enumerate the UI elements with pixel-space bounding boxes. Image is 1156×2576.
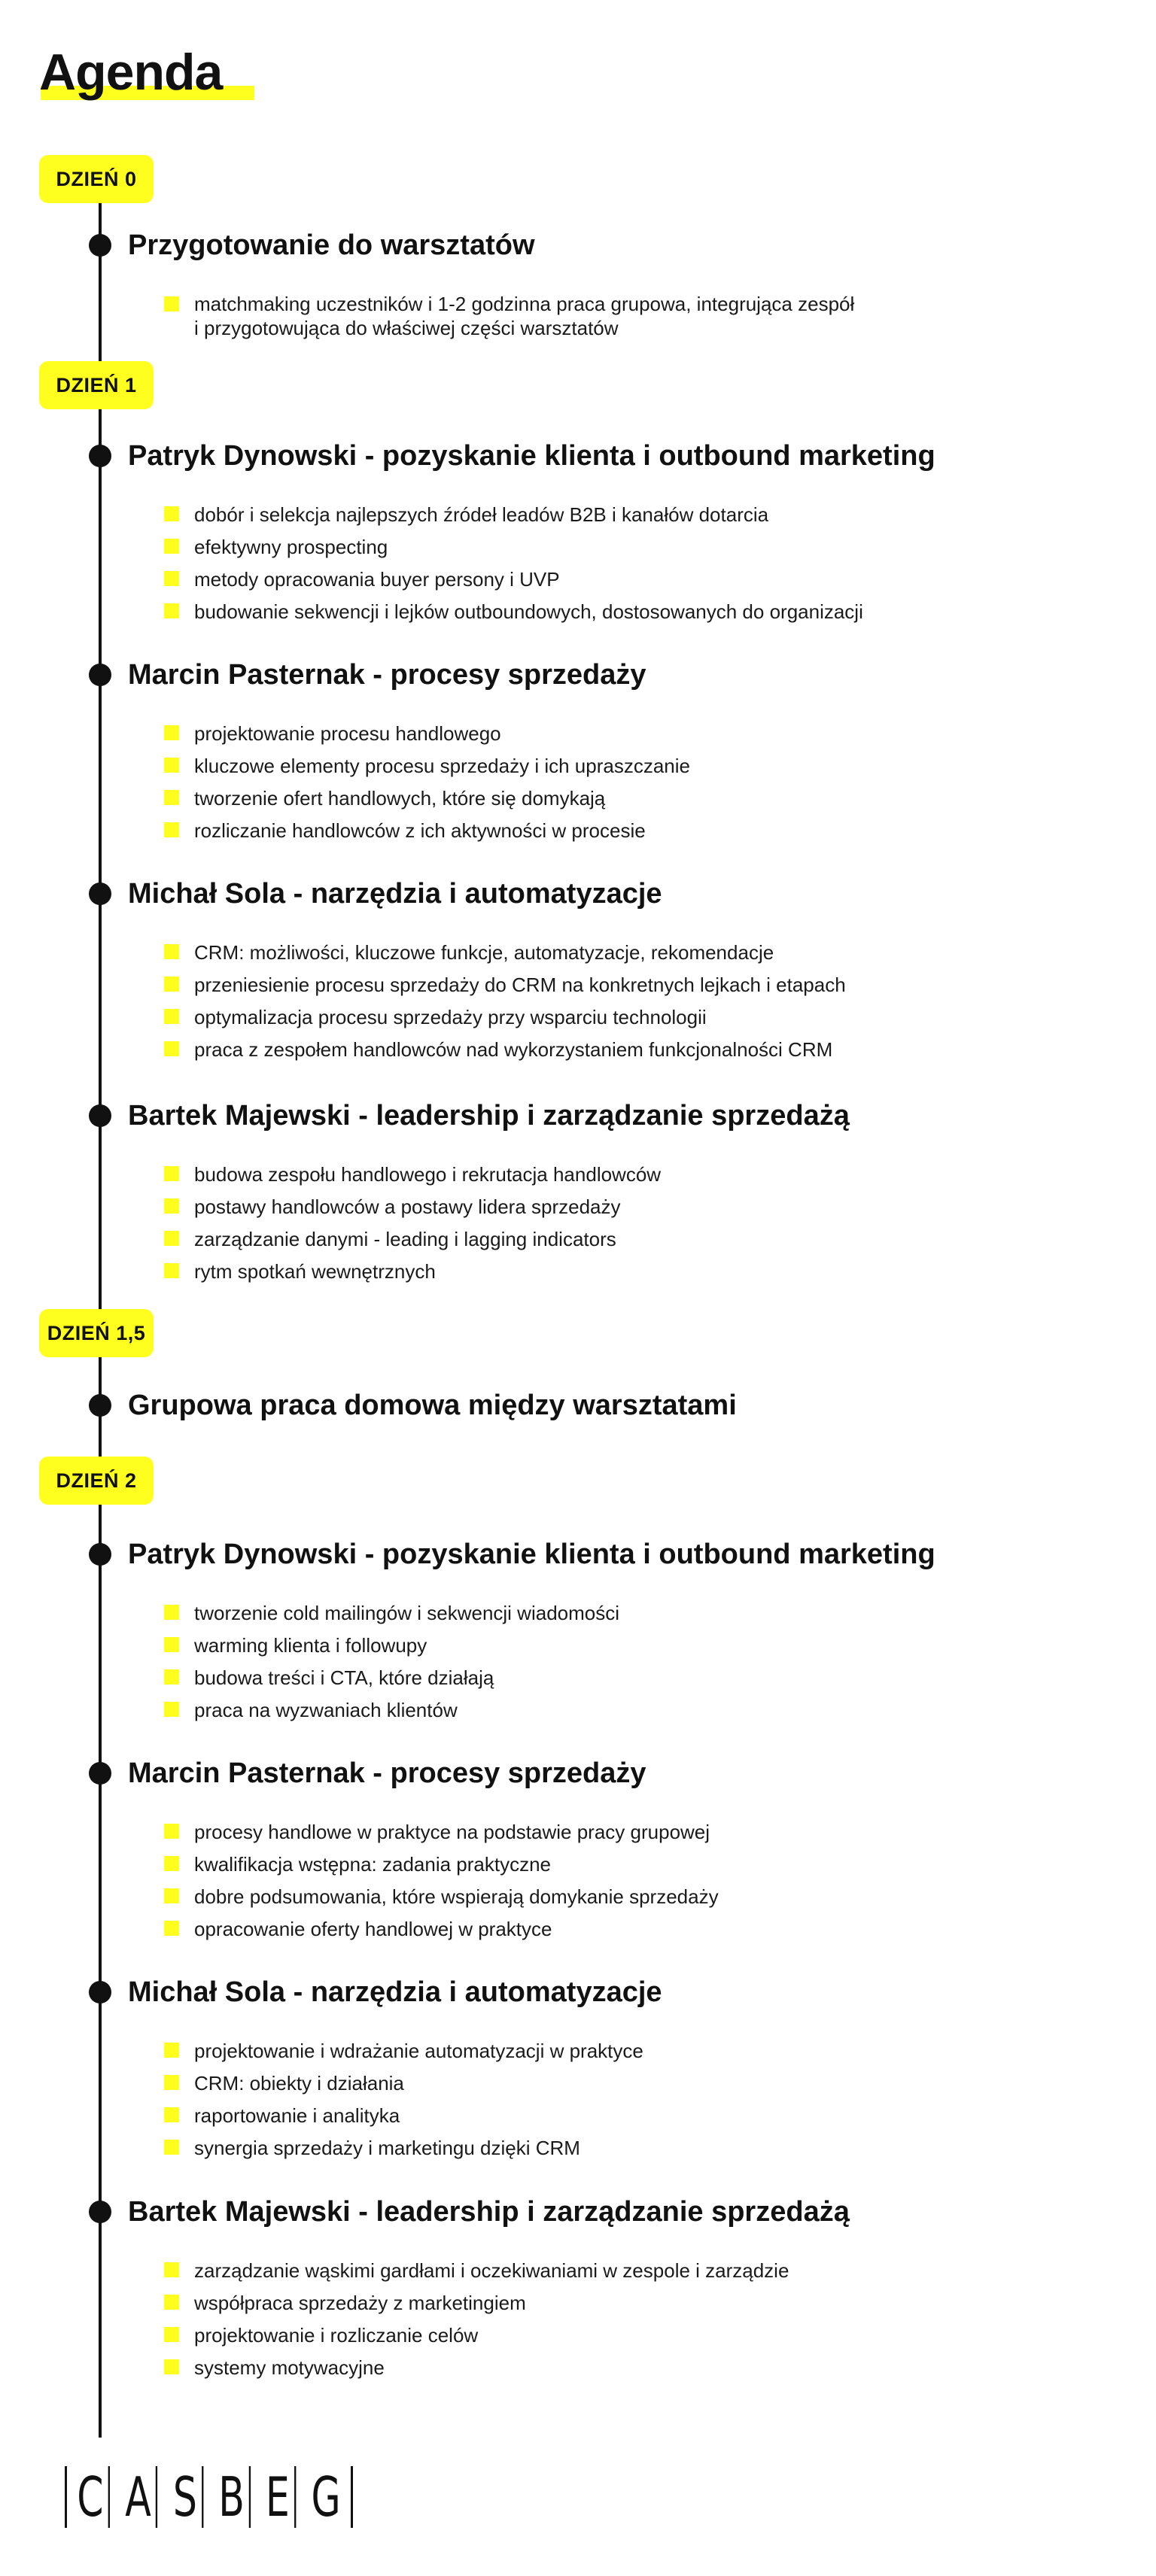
bullet-square [164, 1702, 179, 1717]
bullet-text: tworzenie cold mailingów i sekwencji wiadomości [194, 1602, 620, 1624]
bullet-text: metody opracowania buyer persony i UVP [194, 568, 560, 591]
bullet-square [164, 977, 179, 992]
section-title: Patryk Dynowski - pozyskanie klienta i outbound marketing [128, 1539, 935, 1570]
section-title: Marcin Pasternak - procesy sprzedaży [128, 659, 646, 691]
bullet-square [164, 1824, 179, 1839]
page-title: Agenda [39, 44, 223, 101]
logo-letter: G [311, 2465, 341, 2529]
timeline-dot [89, 1394, 111, 1417]
list-item [164, 1597, 619, 1630]
list-item [164, 1816, 719, 1848]
list-item [164, 1848, 719, 1881]
bullet-square [164, 539, 179, 554]
bullet-square [164, 1009, 179, 1024]
bullet-text: budowa zespołu handlowego i rekrutacja handlowców [194, 1163, 662, 1186]
list-item [164, 2352, 789, 2384]
bullet-square [164, 725, 179, 740]
list-item [164, 718, 690, 750]
bullet-text: budowa treści i CTA, które działają [194, 1666, 494, 1689]
casbeg-logo [65, 2466, 353, 2528]
day-badge: DZIEŃ 2 [39, 1457, 154, 1505]
list-item [164, 1223, 661, 1256]
bullet-square [164, 1166, 179, 1181]
bullet-text: kwalifikacja wstępna: zadania praktyczne [194, 1853, 552, 1876]
timeline-dot [89, 1762, 111, 1785]
bullet-text: zarządzanie wąskimi gardłami i oczekiwaniami w zespole i zarządzie [194, 2259, 789, 2282]
list-item [164, 1159, 661, 1191]
bullet-text: zarządzanie danymi - leading i lagging indicators [194, 1228, 616, 1250]
bullet-text: budowanie sekwencji i lejków outboundowych, dostosowanych do organizacji [194, 600, 863, 623]
list-item [164, 2035, 643, 2067]
page-title-wrap [39, 44, 223, 101]
bullet-text: dobór i selekcja najlepszych źródeł leadów B2B i kanałów dotarcia [194, 503, 769, 526]
bullet-square [164, 603, 179, 618]
bullet-square [164, 2043, 179, 2058]
bullet-list [164, 718, 690, 847]
bullet-square [164, 790, 179, 805]
timeline-dot [89, 1981, 111, 2003]
section-title: Marcin Pasternak - procesy sprzedaży [128, 1757, 646, 1789]
bullet-square [164, 2075, 179, 2090]
bullet-square [164, 1605, 179, 1620]
list-item [164, 815, 690, 847]
bullet-square [164, 822, 179, 837]
bullet-text: CRM: obiekty i działania [194, 2072, 404, 2095]
bullet-square [164, 1637, 179, 1652]
bullet-text: rytm spotkań wewnętrznych [194, 1260, 436, 1283]
bullet-list [164, 292, 854, 340]
list-item [164, 2319, 789, 2352]
logo-letter: E [261, 2466, 297, 2528]
list-item [164, 1694, 619, 1727]
bullet-square [164, 506, 179, 521]
list-item [164, 969, 846, 1001]
list-item [164, 1913, 719, 1946]
timeline-dot [89, 882, 111, 905]
bullet-text: projektowanie procesu handlowego [194, 722, 501, 745]
bullet-square [164, 296, 179, 311]
bullet-text: kluczowe elementy procesu sprzedaży i ich upraszczanie [194, 755, 690, 777]
bullet-square [164, 944, 179, 959]
bullet-text: CRM: możliwości, kluczowe funkcje, automatyzacje, rekomendacje [194, 941, 774, 964]
bullet-list [164, 499, 863, 628]
timeline-dot [89, 1104, 111, 1127]
list-item [164, 2255, 789, 2287]
bullet-text: praca z zespołem handlowców nad wykorzystaniem funkcjonalności CRM [194, 1038, 833, 1061]
bullet-list [164, 2255, 789, 2384]
bullet-square [164, 1888, 179, 1903]
bullet-square [164, 1198, 179, 1214]
list-item [164, 1662, 619, 1694]
bullet-text: procesy handlowe w praktyce na podstawie pracy grupowej [194, 1821, 710, 1843]
bullet-text: warming klienta i followupy [194, 1634, 427, 1657]
section-title: Grupowa praca domowa między warsztatami [128, 1390, 737, 1421]
bullet-text: przeniesienie procesu sprzedaży do CRM na konkretnych lejkach i etapach [194, 974, 846, 996]
section-title: Michał Sola - narzędzia i automatyzacje [128, 878, 662, 910]
bullet-square [164, 571, 179, 586]
bullet-square [164, 2295, 179, 2310]
bullet-square [164, 1921, 179, 1936]
bullet-square [164, 2107, 179, 2122]
timeline-dot [89, 1543, 111, 1566]
timeline-dot [89, 664, 111, 686]
timeline-dot [89, 2201, 111, 2223]
list-item [164, 292, 854, 340]
section-title: Michał Sola - narzędzia i automatyzacje [128, 1976, 662, 2008]
bullet-square [164, 758, 179, 773]
list-item [164, 750, 690, 782]
bullet-text: projektowanie i rozliczanie celów [194, 2324, 479, 2347]
bullet-list [164, 1597, 619, 1727]
list-item [164, 2287, 789, 2319]
bullet-list [164, 1159, 661, 1288]
bullet-text: optymalizacja procesu sprzedaży przy wsparciu technologii [194, 1006, 707, 1028]
logo-letter: B [214, 2466, 251, 2528]
list-item [164, 2132, 643, 2164]
bullet-text: synergia sprzedaży i marketingu dzięki CRM [194, 2137, 580, 2159]
section-title: Przygotowanie do warsztatów [128, 229, 535, 261]
logo-letter: A [120, 2466, 157, 2528]
list-item [164, 1256, 661, 1288]
list-item [164, 937, 846, 969]
bullet-text: projektowanie i wdrażanie automatyzacji w praktyce [194, 2040, 643, 2062]
bullet-text: opracowanie oferty handlowej w praktyce [194, 1918, 552, 1940]
timeline-line [99, 173, 102, 2438]
bullet-list [164, 937, 846, 1066]
bullet-text: współpraca sprzedaży z marketingiem [194, 2292, 526, 2314]
list-item [164, 531, 863, 564]
list-item [164, 1001, 846, 1034]
bullet-text: efektywny prospecting [194, 536, 388, 558]
timeline-dot [89, 445, 111, 467]
day-badge: DZIEŃ 0 [39, 155, 154, 203]
list-item [164, 596, 863, 628]
section-title: Bartek Majewski - leadership i zarządzanie sprzedażą [128, 2196, 850, 2228]
list-item [164, 499, 863, 531]
bullet-square [164, 1669, 179, 1684]
bullet-text: matchmaking uczestników i 1-2 godzinna praca grupowa, integrująca zespół i przygotowująca do właściwej części warsztatów [194, 293, 855, 339]
bullet-square [164, 2327, 179, 2342]
bullet-text: raportowanie i analityka [194, 2104, 400, 2127]
logo-letter: S [168, 2466, 203, 2528]
bullet-text: praca na wyzwaniach klientów [194, 1699, 458, 1721]
list-item [164, 2100, 643, 2132]
bullet-text: dobre podsumowania, które wspierają domykanie sprzedaży [194, 1885, 719, 1908]
bullet-list [164, 2035, 643, 2164]
bullet-text: tworzenie ofert handlowych, które się domykają [194, 787, 606, 810]
day-badge: DZIEŃ 1,5 [39, 1309, 154, 1357]
bullet-list [164, 1816, 719, 1946]
logo-letter: C [72, 2466, 110, 2528]
list-item [164, 1034, 846, 1066]
list-item [164, 1630, 619, 1662]
list-item [164, 1191, 661, 1223]
bullet-text: systemy motywacyjne [194, 2356, 385, 2379]
bullet-square [164, 1263, 179, 1278]
bullet-square [164, 1041, 179, 1056]
bullet-text: postawy handlowców a postawy lidera sprzedaży [194, 1195, 621, 1218]
day-badge: DZIEŃ 1 [39, 361, 154, 409]
list-item [164, 2067, 643, 2100]
list-item [164, 564, 863, 596]
bullet-text: rozliczanie handlowców z ich aktywności w procesie [194, 819, 646, 842]
bullet-square [164, 2140, 179, 2155]
timeline-dot [89, 234, 111, 257]
section-title: Bartek Majewski - leadership i zarządzanie sprzedażą [128, 1100, 850, 1132]
bullet-square [164, 2262, 179, 2277]
list-item [164, 782, 690, 815]
list-item [164, 1881, 719, 1913]
bullet-square [164, 2359, 179, 2374]
section-title: Patryk Dynowski - pozyskanie klienta i outbound marketing [128, 440, 935, 472]
bullet-square [164, 1856, 179, 1871]
bullet-square [164, 1231, 179, 1246]
